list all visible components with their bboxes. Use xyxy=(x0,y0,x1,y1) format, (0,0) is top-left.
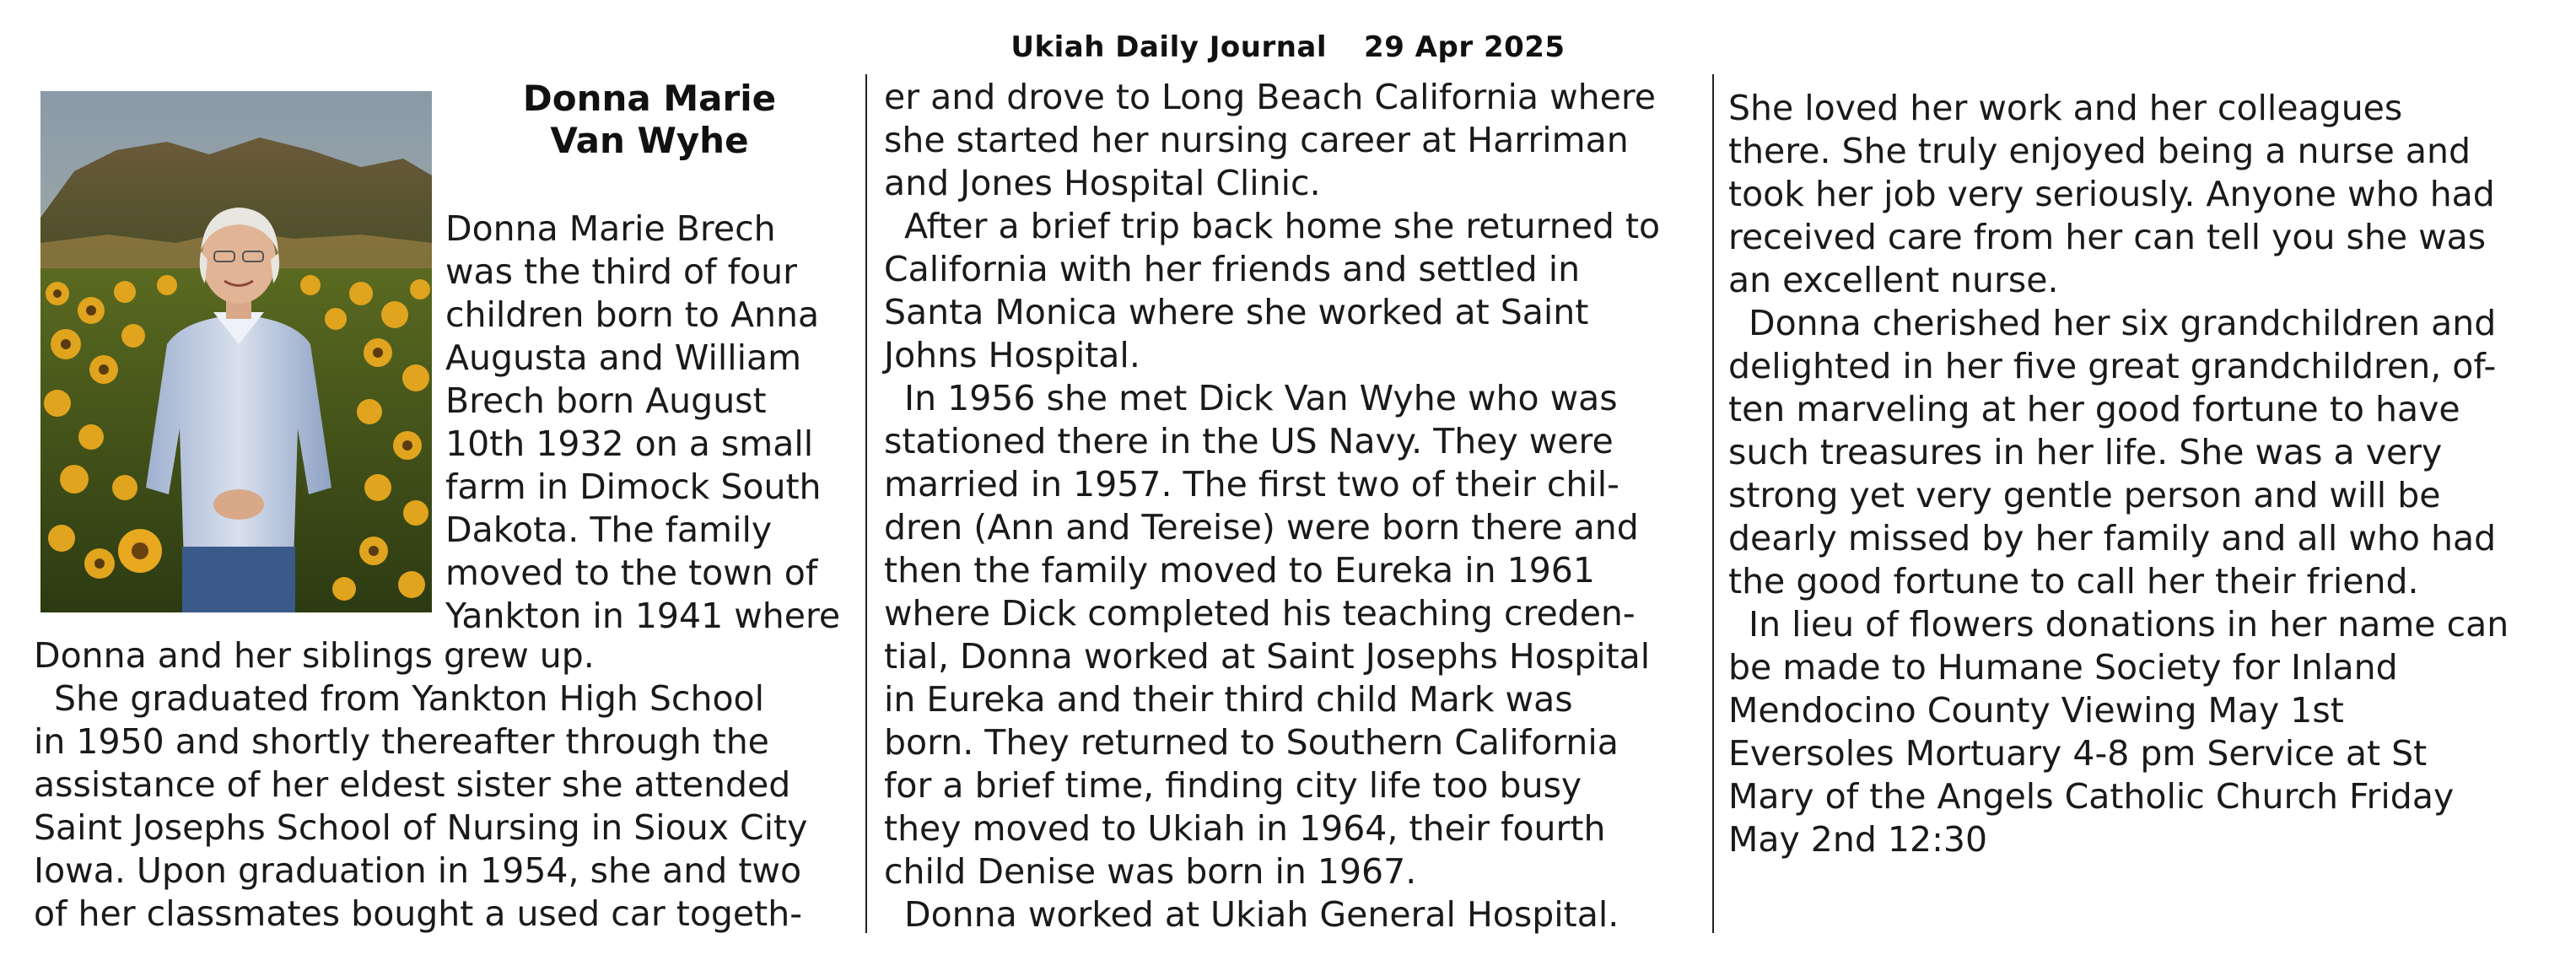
text-line: After a brief trip back home she returned to xyxy=(904,206,1661,246)
text-line: Donna worked at Ukiah General Hospital. xyxy=(904,894,1619,935)
text-line: Johns Hospital. xyxy=(884,335,1140,375)
text-line: for a brief time, finding city life too busy xyxy=(884,765,1582,806)
text-line: the good fortune to call her their friend. xyxy=(1728,561,2419,601)
text-line: children born to Anna xyxy=(445,294,820,335)
text-line: received care from her can tell you she was xyxy=(1728,217,2487,257)
text-line: er and drove to Long Beach California where xyxy=(884,77,1656,117)
text-line: and Jones Hospital Clinic. xyxy=(884,163,1321,203)
portrait-photo-icon xyxy=(40,91,432,612)
text-line: In lieu of flowers donations in her name can xyxy=(1749,604,2509,645)
column-1-text xyxy=(34,634,807,936)
text-line: Santa Monica where she worked at Saint xyxy=(884,292,1589,332)
text-line: Saint Josephs School of Nursing in Sioux City xyxy=(34,807,808,848)
portrait-photo xyxy=(40,91,432,612)
masthead xyxy=(0,30,2576,64)
text-line: then the family moved to Eureka in 1961 xyxy=(884,550,1595,591)
text-line: dren (Ann and Tereise) were born there and xyxy=(884,507,1639,548)
text-line: Eversoles Mortuary 4-8 pm Service at St xyxy=(1728,733,2428,774)
text-line: delighted in her five great grandchildren, of- xyxy=(1728,346,2497,386)
text-line: tial, Donna worked at Saint Josephs Hospital xyxy=(884,636,1651,677)
text-line: She loved her work and her colleagues xyxy=(1728,88,2403,128)
text-line: an excellent nurse. xyxy=(1728,260,2059,300)
text-line: they moved to Ukiah in 1964, their fourth xyxy=(884,808,1606,849)
newspaper-name: Ukiah Daily Journal xyxy=(1010,30,1328,64)
obituary-heading xyxy=(472,78,827,162)
text-line: Yankton in 1941 where xyxy=(445,596,841,636)
heading-line-2: Van Wyhe xyxy=(550,120,749,161)
text-line: child Denise was born in 1967. xyxy=(884,851,1417,892)
text-line: moved to the town of xyxy=(445,553,818,593)
text-line: 10th 1932 on a small xyxy=(445,423,814,464)
text-line: Dakota. The family xyxy=(445,510,773,550)
text-line: in Eureka and their third child Mark was xyxy=(884,679,1573,720)
column-2-text xyxy=(884,76,1719,936)
text-line: Mary of the Angels Catholic Church Friday xyxy=(1728,776,2455,817)
text-line: stationed there in the US Navy. They were xyxy=(884,421,1614,461)
text-line: Mendocino County Viewing May 1st xyxy=(1728,690,2344,731)
text-line: of her classmates bought a used car togeth- xyxy=(34,893,803,934)
wrap-text-block xyxy=(445,208,840,638)
text-line: ten marveling at her good fortune to have xyxy=(1728,389,2460,429)
text-line: Donna and her siblings grew up. xyxy=(34,635,595,676)
text-line: assistance of her eldest sister she attended xyxy=(34,764,791,805)
text-line: Iowa. Upon graduation in 1954, she and two xyxy=(34,850,802,891)
text-line: be made to Humane Society for Inland xyxy=(1728,647,2398,688)
text-line: farm in Dimock South xyxy=(445,467,822,507)
text-line: was the third of four xyxy=(445,251,797,292)
text-line: took her job very seriously. Anyone who had xyxy=(1728,174,2495,214)
column-divider-1 xyxy=(865,74,867,933)
text-line: In 1956 she met Dick Van Wyhe who was xyxy=(904,378,1618,418)
text-line: married in 1957. The first two of their chil- xyxy=(884,464,1619,504)
heading-line-1: Donna Marie xyxy=(522,78,777,119)
text-line: She graduated from Yankton High School xyxy=(54,678,765,719)
text-line: Donna cherished her six grandchildren and xyxy=(1749,303,2497,343)
text-line: California with her friends and settled in xyxy=(884,249,1581,289)
text-line: dearly missed by her family and all who had xyxy=(1728,518,2497,558)
text-line: there. She truly enjoyed being a nurse and xyxy=(1728,131,2471,171)
text-line: she started her nursing career at Harriman xyxy=(884,120,1629,160)
text-line: such treasures in her life. She was a very xyxy=(1728,432,2443,472)
text-line: Augusta and William xyxy=(445,337,802,378)
publication-date: 29 Apr 2025 xyxy=(1364,30,1566,64)
text-line: May 2nd 12:30 xyxy=(1728,819,1988,860)
text-line: where Dick completed his teaching creden- xyxy=(884,593,1636,634)
text-line: strong yet very gentle person and will be xyxy=(1728,475,2441,515)
text-line: in 1950 and shortly thereafter through the xyxy=(34,721,769,762)
text-line: born. They returned to Southern California xyxy=(884,722,1619,763)
text-line: Brech born August xyxy=(445,380,767,421)
column-3-text xyxy=(1728,87,2563,861)
text-line: Donna Marie Brech xyxy=(445,208,776,249)
